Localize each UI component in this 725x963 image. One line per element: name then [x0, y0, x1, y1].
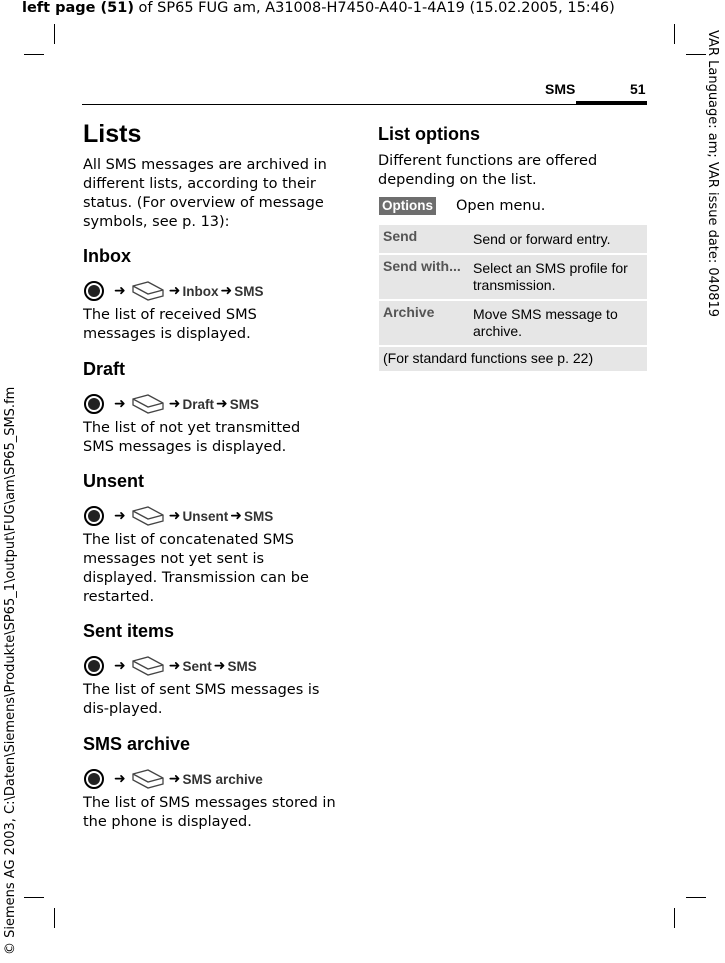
table-row [379, 255, 647, 299]
options-softkey: Options [379, 197, 436, 215]
joystick-icon [84, 281, 104, 301]
nav-path-unsent [84, 504, 273, 528]
page-title: Lists [83, 120, 142, 148]
list-options-intro: Different functions are offered depending on the list. [378, 153, 598, 188]
table-key: Archive [383, 304, 435, 320]
crop-mark [686, 54, 706, 55]
table-row [379, 301, 647, 345]
envelope-icon [131, 393, 165, 415]
crop-mark [674, 908, 675, 928]
joystick-icon [84, 506, 104, 526]
section-heading-draft: Draft [83, 359, 126, 379]
nav-label: Inbox [182, 283, 219, 299]
section-heading-archive: SMS archive [83, 734, 191, 754]
arrow-right-icon: ➜ [168, 283, 181, 299]
print-info-bold: left page (51) [22, 0, 134, 16]
section-text-inbox: The list of received SMS messages is displayed. [83, 307, 257, 342]
nav-path-draft [84, 392, 259, 416]
arrow-right-icon: ➜ [213, 658, 226, 674]
print-info-rest: of SP65 FUG am, A31008-H7450-A40-1-4A19 (15.02.2005, 15:46) [133, 0, 615, 16]
arrow-right-icon: ➜ [114, 508, 126, 524]
arrow-right-icon: ➜ [220, 283, 233, 299]
joystick-icon [84, 656, 104, 676]
joystick-icon [84, 769, 104, 789]
table-key: Send [383, 228, 418, 244]
arrow-right-icon: ➜ [114, 771, 126, 787]
envelope-icon [131, 768, 165, 790]
arrow-right-icon: ➜ [168, 396, 181, 412]
crop-mark [24, 54, 44, 55]
nav-label: Draft [182, 396, 214, 412]
side-text-left: © Siemens AG 2003, C:\Daten\Siemens\Produkte\SP65_1\output\FUG\am\SP65_SMS.fm [3, 386, 18, 955]
section-heading-sent: Sent items [83, 621, 175, 641]
nav-label: Unsent [182, 508, 229, 524]
table-footnote-row [379, 347, 647, 371]
table-value: Select an SMS profile for transmission. [473, 260, 628, 293]
nav-label: Sent [182, 658, 212, 674]
section-heading-inbox: Inbox [83, 246, 131, 266]
crop-mark [54, 908, 55, 928]
section-text-draft: The list of not yet transmitted SMS messages is displayed. [83, 420, 301, 455]
arrow-right-icon: ➜ [215, 396, 228, 412]
table-key: Send with... [383, 258, 461, 274]
header-rule [82, 104, 647, 105]
list-options-heading: List options [378, 124, 480, 144]
table-value: Send or forward entry. [473, 231, 611, 247]
crop-mark [54, 24, 55, 44]
nav-path-sent [84, 654, 257, 678]
crop-mark [674, 24, 675, 44]
crop-mark [24, 897, 44, 898]
arrow-right-icon: ➜ [230, 508, 242, 524]
envelope-icon [131, 655, 165, 677]
nav-path-archive [84, 767, 263, 791]
nav-label: SMS [243, 508, 274, 524]
arrow-right-icon: ➜ [168, 771, 181, 787]
envelope-icon [131, 505, 165, 527]
nav-label: SMS [229, 396, 259, 412]
nav-path-inbox [84, 279, 263, 303]
section-text-unsent: The list of concatenated SMS messages not yet sent is displayed. Transmission can be restarted. [83, 532, 309, 605]
table-footnote: (For standard functions see p. 22) [383, 350, 594, 366]
header-bar [576, 101, 647, 105]
running-header-section: SMS [545, 81, 576, 97]
envelope-icon [131, 280, 165, 302]
arrow-right-icon: ➜ [168, 658, 181, 674]
options-text: Open menu. [456, 198, 546, 214]
nav-label: SMS [234, 283, 264, 299]
side-text-right: VAR Language: am; VAR issue date: 040819 [705, 30, 720, 318]
arrow-right-icon: ➜ [114, 283, 126, 299]
crop-mark [686, 897, 706, 898]
section-text-archive: The list of SMS messages stored in the phone is displayed. [83, 795, 336, 830]
joystick-icon [84, 394, 104, 414]
page-number: 51 [630, 81, 646, 97]
arrow-right-icon: ➜ [168, 508, 181, 524]
section-heading-unsent: Unsent [83, 471, 145, 491]
intro-text: All SMS messages are archived in different lists, according to their status. (For overview of message symbols, see p. 13): [83, 157, 327, 230]
arrow-right-icon: ➜ [114, 396, 126, 412]
table-row [379, 225, 647, 253]
table-value: Move SMS message to archive. [473, 306, 618, 339]
section-text-sent: The list of sent SMS messages is dis-played. [83, 682, 320, 717]
nav-label: SMS [227, 658, 257, 674]
print-info-line [22, 0, 615, 16]
nav-label: SMS archive [182, 771, 263, 787]
arrow-right-icon: ➜ [114, 658, 126, 674]
